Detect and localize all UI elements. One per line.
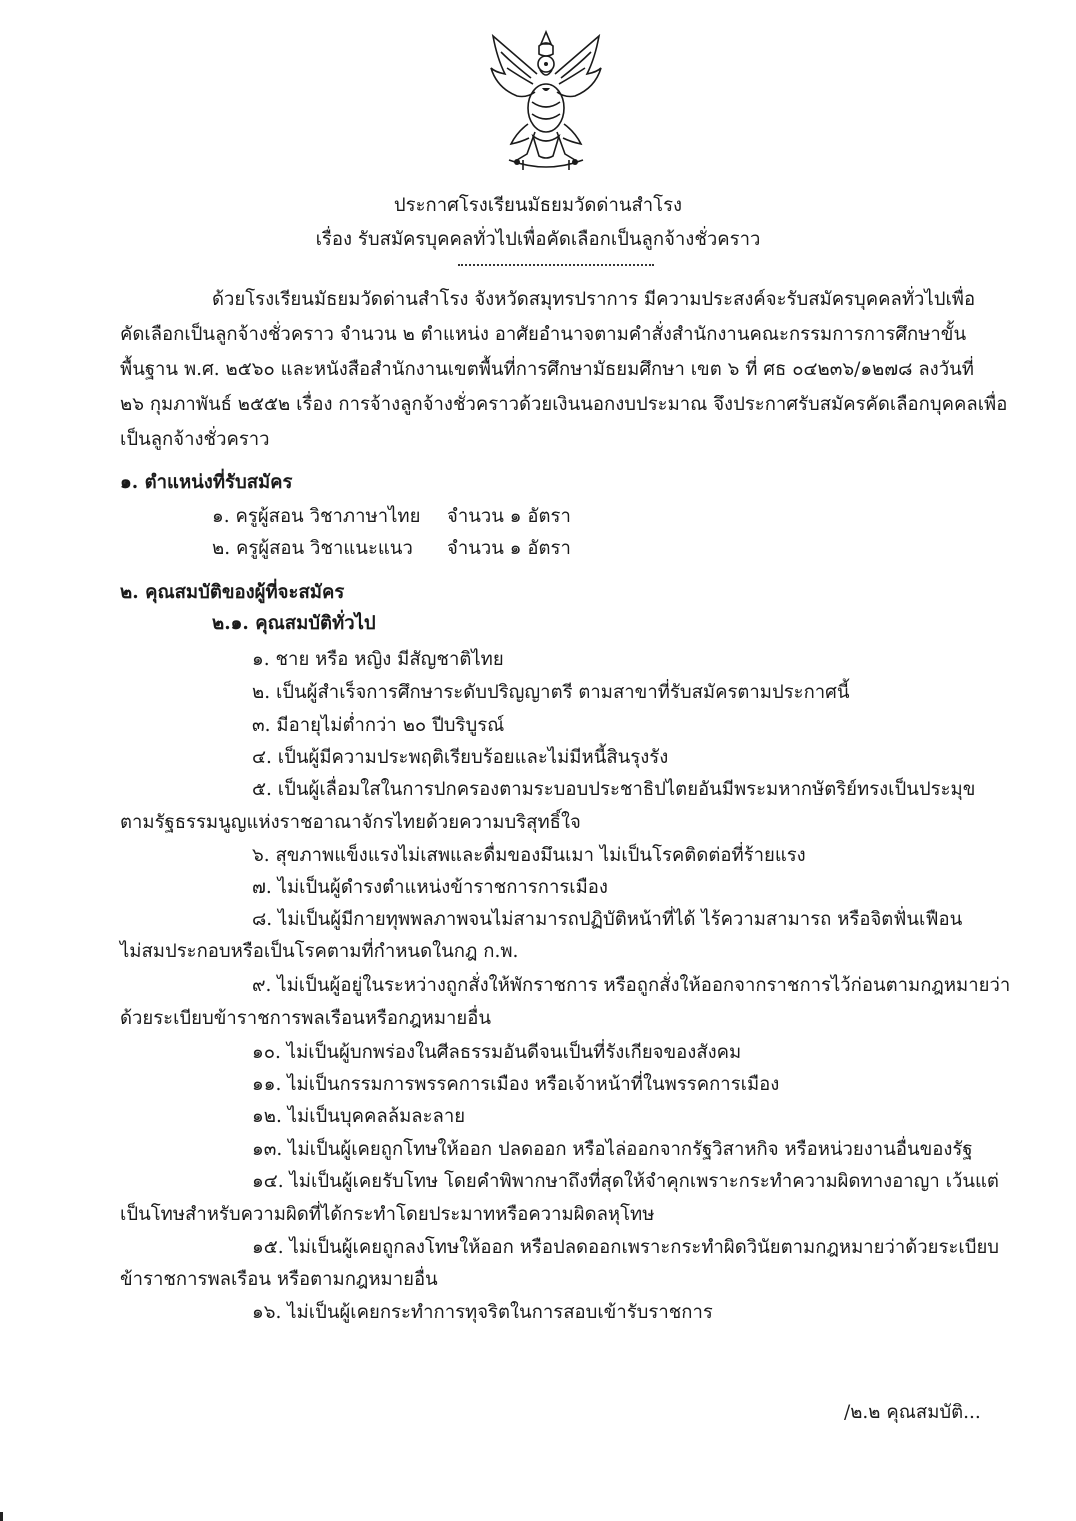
qualification-item-8: ๘. ไม่เป็นผู้มีกายทุพพลภาพจนไม่สามารถปฏิบัติหน้าที่ได้ ไร้ความสามารถ หรือจิตฟั่นเฟือน <box>252 909 963 930</box>
qualification-item-15: ๑๕. ไม่เป็นผู้เคยถูกลงโทษให้ออก หรือปลดออกเพราะกระทำผิดวินัยตามกฎหมายว่าด้วยระเบียบ <box>252 1237 1000 1258</box>
title-divider <box>458 264 654 266</box>
position-2-count: จำนวน ๑ อัตรา <box>447 538 571 559</box>
qualification-item-5-cont: ตามรัฐธรรมนูญแห่งราชอาณาจักรไทยด้วยความบริสุทธิ์ใจ <box>120 812 581 833</box>
garuda-emblem <box>487 28 605 178</box>
qualification-item-2: ๒. เป็นผู้สำเร็จการศึกษาระดับปริญญาตรี ตามสาขาที่รับสมัครตามประกาศนี้ <box>252 682 850 703</box>
scan-edge-mark <box>0 1512 3 1521</box>
qualification-item-3: ๓. มีอายุไม่ต่ำกว่า ๒๐ ปีบริบูรณ์ <box>252 715 505 736</box>
intro-line-4: ๒๖ กุมภาพันธ์ ๒๕๕๒ เรื่อง การจ้างลูกจ้างชั่วคราวด้วยเงินนอกงบประมาณ จึงประกาศรับสมัครคัดเลือกบุคคลเพื่อ <box>120 394 1008 415</box>
section-2-heading: ๒. คุณสมบัติของผู้ที่จะสมัคร <box>120 582 345 603</box>
qualification-item-10: ๑๐. ไม่เป็นผู้บกพร่องในศีลธรรมอันดีจนเป็นที่รังเกียจของสังคม <box>252 1042 742 1063</box>
qualification-item-11: ๑๑. ไม่เป็นกรรมการพรรคการเมือง หรือเจ้าหน้าที่ในพรรคการเมือง <box>252 1074 780 1095</box>
qualification-item-8-cont: ไม่สมประกอบหรือเป็นโรคตามที่กำหนดในกฎ ก.พ. <box>120 941 519 962</box>
announcement-subject: เรื่อง รับสมัครบุคคลทั่วไปเพื่อคัดเลือกเป็นลูกจ้างชั่วคราว <box>315 229 761 250</box>
position-1-name: ๑. ครูผู้สอน วิชาภาษาไทย <box>212 506 421 527</box>
qualification-item-6: ๖. สุขภาพแข็งแรงไม่เสพและดื่มของมึนเมา ไม่เป็นโรคติดต่อที่ร้ายแรง <box>252 845 806 866</box>
qualification-item-14: ๑๔. ไม่เป็นผู้เคยรับโทษ โดยคำพิพากษาถึงที่สุดให้จำคุกเพราะกระทำความผิดทางอาญา เว้นแต่ <box>252 1171 999 1192</box>
intro-line-3: พื้นฐาน พ.ศ. ๒๕๖๐ และหนังสือสำนักงานเขตพื้นที่การศึกษามัธยมศึกษา เขต ๖ ที่ ศธ ๐๔๒๓๖/๑๒๗๘ ลงวันที่ <box>120 359 974 380</box>
intro-line-5: เป็นลูกจ้างชั่วคราว <box>120 429 270 450</box>
qualification-item-5: ๕. เป็นผู้เลื่อมใสในการปกครองตามระบอบประชาธิปไตยอันมีพระมหากษัตริย์ทรงเป็นประมุข <box>252 779 976 800</box>
qualification-item-14-cont: เป็นโทษสำหรับความผิดที่ได้กระทำโดยประมาทหรือความผิดลหุโทษ <box>120 1204 655 1225</box>
position-1-count: จำนวน ๑ อัตรา <box>447 506 571 527</box>
announcement-title: ประกาศโรงเรียนมัธยมวัดด่านสำโรง <box>393 195 683 216</box>
intro-line-1: ด้วยโรงเรียนมัธยมวัดด่านสำโรง จังหวัดสมุทรปราการ มีความประสงค์จะรับสมัครบุคคลทั่วไปเพื่อ <box>212 289 976 310</box>
qualification-item-9-cont: ด้วยระเบียบข้าราชการพลเรือนหรือกฎหมายอื่น <box>120 1008 491 1029</box>
position-2-name: ๒. ครูผู้สอน วิชาแนะแนว <box>212 538 413 559</box>
section-1-heading: ๑. ตำแหน่งที่รับสมัคร <box>120 472 293 493</box>
qualification-item-9: ๙. ไม่เป็นผู้อยู่ในระหว่างถูกสั่งให้พักราชการ หรือถูกสั่งให้ออกจากราชการไว้ก่อนตามกฎหมายว่า <box>252 975 1011 996</box>
qualification-item-4: ๔. เป็นผู้มีความประพฤติเรียบร้อยและไม่มีหนี้สินรุงรัง <box>252 747 669 768</box>
section-2-1-heading: ๒.๑. คุณสมบัติทั่วไป <box>212 613 376 634</box>
qualification-item-7: ๗. ไม่เป็นผู้ดำรงตำแหน่งข้าราชการการเมือง <box>252 877 608 898</box>
qualification-item-12: ๑๒. ไม่เป็นบุคคลล้มละลาย <box>252 1106 466 1127</box>
qualification-item-16: ๑๖. ไม่เป็นผู้เคยกระทำการทุจริตในการสอบเข้ารับราชการ <box>252 1302 713 1323</box>
qualification-item-15-cont: ข้าราชการพลเรือน หรือตามกฎหมายอื่น <box>120 1269 438 1290</box>
continuation-note: /๒.๒ คุณสมบัติ... <box>844 1402 981 1423</box>
qualification-item-1: ๑. ชาย หรือ หญิง มีสัญชาติไทย <box>252 649 504 670</box>
qualification-item-13: ๑๓. ไม่เป็นผู้เคยถูกโทษให้ออก ปลดออก หรือไล่ออกจากรัฐวิสาหกิจ หรือหน่วยงานอื่นของรัฐ <box>252 1139 973 1160</box>
intro-line-2: คัดเลือกเป็นลูกจ้างชั่วคราว จำนวน ๒ ตำแหน่ง อาศัยอำนาจตามคำสั่งสำนักงานคณะกรรมการการศึกษาขั้น <box>120 324 967 345</box>
